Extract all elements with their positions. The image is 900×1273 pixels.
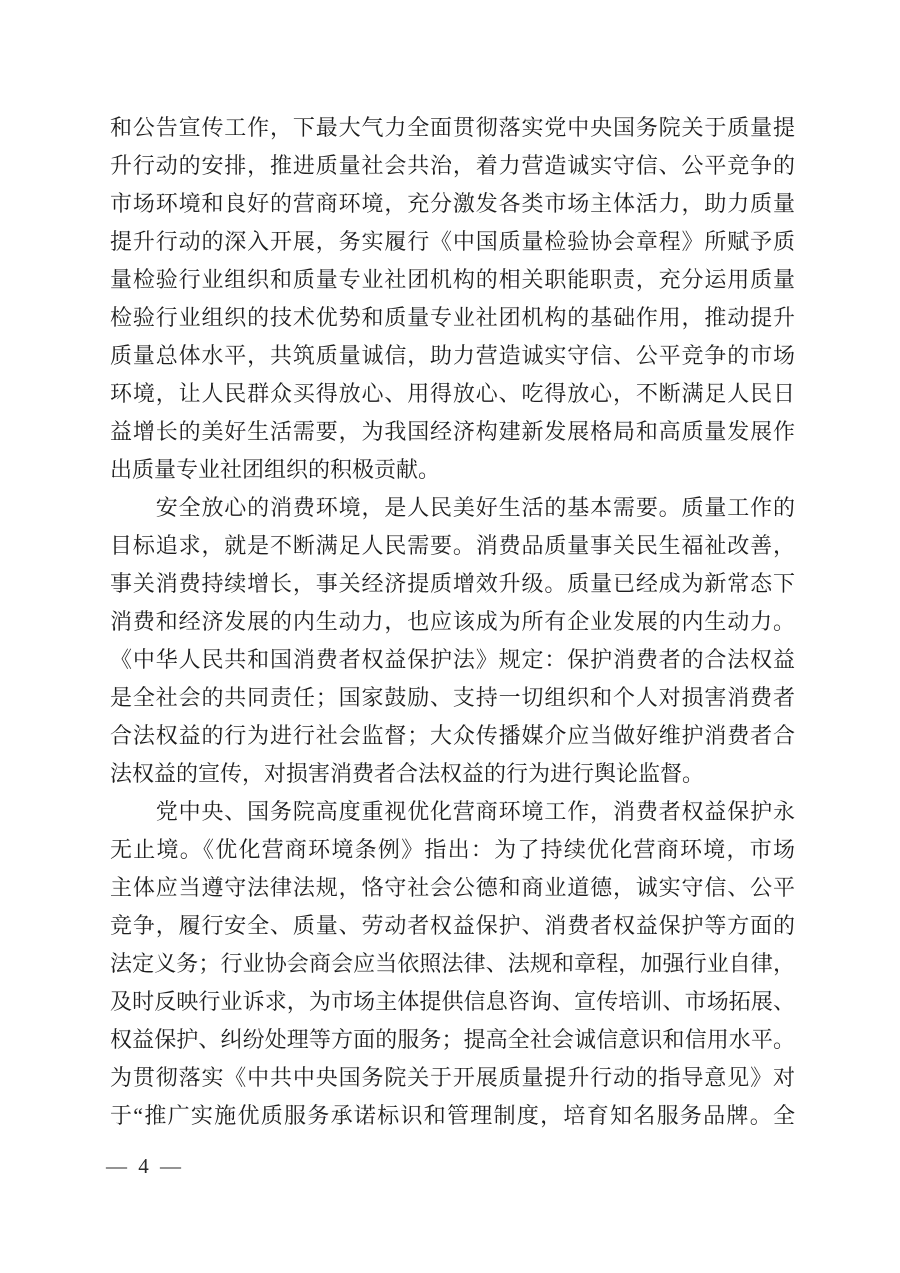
page-number: — 4 — xyxy=(106,1154,184,1178)
text-line: 是全社会的共同责任；国家鼓励、支持一切组织和个人对损害消费者 xyxy=(110,685,795,710)
text-line: 于“推广实施优质服务承诺标识和管理制度，培育知名服务品牌。全 xyxy=(110,1103,795,1128)
text-line: 合法权益的行为进行社会监督；大众传播媒介应当做好维护消费者合 xyxy=(110,723,795,748)
text-line: 党中央、国务院高度重视优化营商环境工作，消费者权益保护永 xyxy=(110,799,795,824)
text-line: 出质量专业社团组织的积极贡献。 xyxy=(110,457,441,482)
text-line: 量检验行业组织和质量专业社团机构的相关职能职责，充分运用质量 xyxy=(110,267,795,292)
text-line: 竞争，履行安全、质量、劳动者权益保护、消费者权益保护等方面的 xyxy=(110,913,795,938)
document-body xyxy=(110,109,795,1135)
text-line: 安全放心的消费环境，是人民美好生活的基本需要。质量工作的 xyxy=(110,495,795,520)
text-line: 法定义务；行业协会商会应当依照法律、法规和章程，加强行业自律， xyxy=(110,951,795,976)
text-line: 事关消费持续增长，事关经济提质增效升级。质量已经成为新常态下 xyxy=(110,571,795,596)
text-line: 法权益的宣传，对损害消费者合法权益的行为进行舆论监督。 xyxy=(110,761,705,786)
text-line: 为贯彻落实《中共中央国务院关于开展质量提升行动的指导意见》对 xyxy=(110,1065,795,1090)
text-line: 权益保护、纠纷处理等方面的服务；提高全社会诚信意识和信用水平。 xyxy=(110,1027,795,1052)
text-line: 及时反映行业诉求，为市场主体提供信息咨询、宣传培训、市场拓展、 xyxy=(110,989,795,1014)
text-line: 升行动的安排，推进质量社会共治，着力营造诚实守信、公平竞争的 xyxy=(110,153,795,178)
text-line: 和公告宣传工作，下最大气力全面贯彻落实党中央国务院关于质量提 xyxy=(110,115,795,140)
text-line: 无止境。《优化营商环境条例》指出：为了持续优化营商环境，市场 xyxy=(110,837,795,862)
text-line: 益增长的美好生活需要，为我国经济构建新发展格局和高质量发展作 xyxy=(110,419,795,444)
text-line: 主体应当遵守法律法规，恪守社会公德和商业道德，诚实守信、公平 xyxy=(110,875,795,900)
text-line: 检验行业组织的技术优势和质量专业社团机构的基础作用，推动提升 xyxy=(110,305,795,330)
text-line: 环境，让人民群众买得放心、用得放心、吃得放心，不断满足人民日 xyxy=(110,381,795,406)
text-line: 目标追求，就是不断满足人民需要。消费品质量事关民生福祉改善， xyxy=(110,533,795,558)
text-line: 消费和经济发展的内生动力，也应该成为所有企业发展的内生动力。 xyxy=(110,609,795,634)
text-line: 质量总体水平，共筑质量诚信，助力营造诚实守信、公平竞争的市场 xyxy=(110,343,795,368)
text-line: 提升行动的深入开展，务实履行《中国质量检验协会章程》所赋予质 xyxy=(110,229,795,254)
text-line: 市场环境和良好的营商环境，充分激发各类市场主体活力，助力质量 xyxy=(110,191,795,216)
text-line: 《中华人民共和国消费者权益保护法》规定：保护消费者的合法权益 xyxy=(110,647,795,672)
